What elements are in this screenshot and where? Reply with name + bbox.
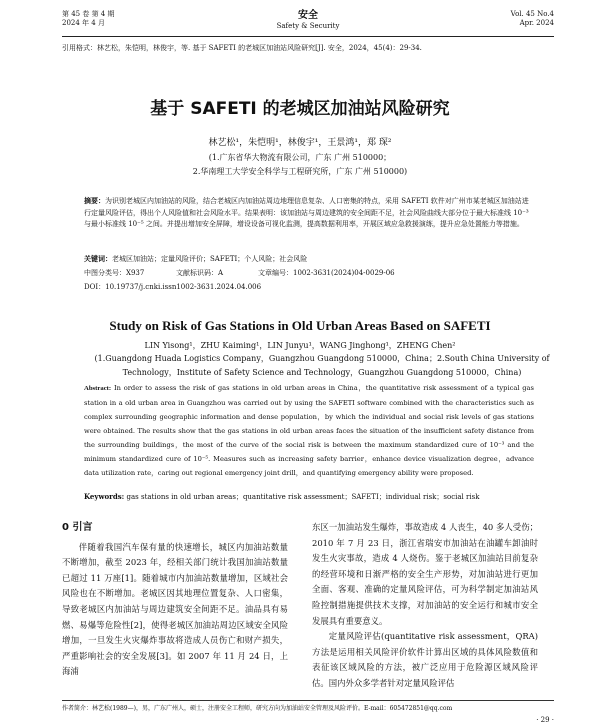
document-code: 文献标识码：A [176,269,224,277]
running-header [62,10,554,37]
authors-en: LIN Yisong¹，ZHU Kaiming¹，LIN Junyu¹，WANG Jinghong¹，ZHENG Chen² [144,341,456,350]
body-paragraph: 定量风险评估(quantitative risk assessment，QRA)方法是运用相关风险评价软件计算出区域的具体风险数值和表征该区域风险的方法，被广泛应用于危险源区域风险评估。国内外众多学者针对定量风险评估 [312,631,538,688]
body-paragraph: 伴随着我国汽车保有量的快速增长，城区内加油站数量不断增加，截至 2023 年，经相关部门统计我国加油站数量已超过 11 万座[1]。随着城市内加油站数量增加，区域社会风险也在不断增加。老城区因其地理位置复杂、人口密集，导致老城区内加油站与周边建筑安全间距不足。油品具有易燃、易爆等危险性[2]，使得老城区加油站周边区域安全风险增加，一旦发生火灾爆炸事故将造成人员伤亡和财产损失，严重影响社会的安全发展[3]。如 2007 年 11 月 24 日，上海浦 [62,541,288,677]
abstract-zh: 摘要：为识别老城区内加油站的风险，结合老城区内加油站周边地理信息复杂、人口密集的特点，采用 SAFETI 软件对广州市某老城区加油站进行定量风险评估，得出个人风险值和社会风险水平。结果表明：该加油站与周边建筑的安全间距不足，社会风险曲线大部分位于最大标准线 10⁻³ 与最小标准线 10⁻⁵ 之间。并提出增加安全屏障，增设设备可视化监测，提高数据利用率，开展区域应急救援演练，提升应急处置能力等措施。 [84,197,529,228]
class-number: 中图分类号：X937 [84,269,145,277]
body-paragraph: 东区一加油站发生爆炸，事故造成 4 人丧生，40 多人受伤；2010 年 7 月 23 日，浙江省瑞安市加油站在油罐车卸油时发生火灾事故，造成 4 人烧伤。鉴于老城区加油站目前复杂的经营环境和日渐严格的安全生产形势，对加油站进行更加全面、客观、准确的定量风险评估，可为科学制定加油站风险控制措施提供技术支撑，对加油站的安全运行和城市安全发展具有重要意义。 [312,522,538,626]
keywords-zh: 关键词：老城区加油站；定量风险评价；SAFETI；个人风险；社会风险 [84,255,308,263]
article-number: 文章编号：1002-3631(2024)04-0029-06 [258,269,395,277]
affiliation-zh-2: 2.华南理工大学安全科学与工程研究所，广东 广州 510000) [192,167,408,176]
doi[interactable]: DOI：10.19737/j.cnki.issn1002-3631.2024.04.006 [84,283,262,291]
page-title-zh: 基于 SAFETI 的老城区加油站风险研究 [150,99,450,119]
body-column-left [62,520,288,680]
affiliation-zh-1: (1.广东省华大物流有限公司，广东 广州 510000； [208,153,392,162]
page-number: · 29 · [536,716,554,724]
keywords-en: Keywords: gas stations in old urban areas；quantitative risk assessment；SAFETI；individual risk；social risk [84,492,480,501]
header-volume-en: Vol. 45 No.4 Apr. 2024 [510,10,554,27]
affiliation-en: (1.Guangdong Huada Logistics Company，Guangzhou Guangdong 510000，China；2.South China University of Technology，Institute of Safety Science and Technology，Guangzhou Guangdong 510000，China) [94,354,550,377]
section-heading: 0 引言 [62,522,93,533]
footnote: 作者简介：林艺松(1989—)，男，广东广州人，硕士，注册安全工程师，研究方向为加油站安全管理及风险评价。E-mail：605472851@qq.com [62,700,554,712]
page-title-en: Study on Risk of Gas Stations in Old Urban Areas Based on SAFETI [109,318,491,333]
abstract-en: Abstract: In order to assess the risk of gas stations in old urban areas in China，the quantitative risk assessment of a typical gas station in a old urban area in Guangzhou was carried out by using the SAFETI software combined with the characteristics such as complex surrounding geographic information and dense population，by which the individual and social risk levels of gas stations were obtained. The results show that the gas stations in old urban areas faces the situation of the insufficient safety distance from the surrounding buildings，the most of the curve of the social risk is between the maximum standardized cure of 10⁻³ and the minimum standardized cure of 10⁻⁵. Measures such as increasing safety barrier，enhance device visualization degree，advance data utilization rate，caring out regional emergency joint drill，and quantifying emergency ability were proposed. [84,384,534,477]
body-column-right [312,520,538,692]
header-volume: 第 45 卷 第 4 期 2024 年 4 月 [62,10,115,27]
authors-zh: 林艺松¹，朱恺明¹，林俊宇¹，王景鸿¹，郑 琛² [208,138,392,148]
header-journal: 安全 Safety & Security [276,10,340,30]
citation: 引用格式：林艺松，朱恺明，林俊宇，等. 基于 SAFETI 的老城区加油站风险研究[J]. 安全，2024，45(4)：29-34. [62,44,422,52]
